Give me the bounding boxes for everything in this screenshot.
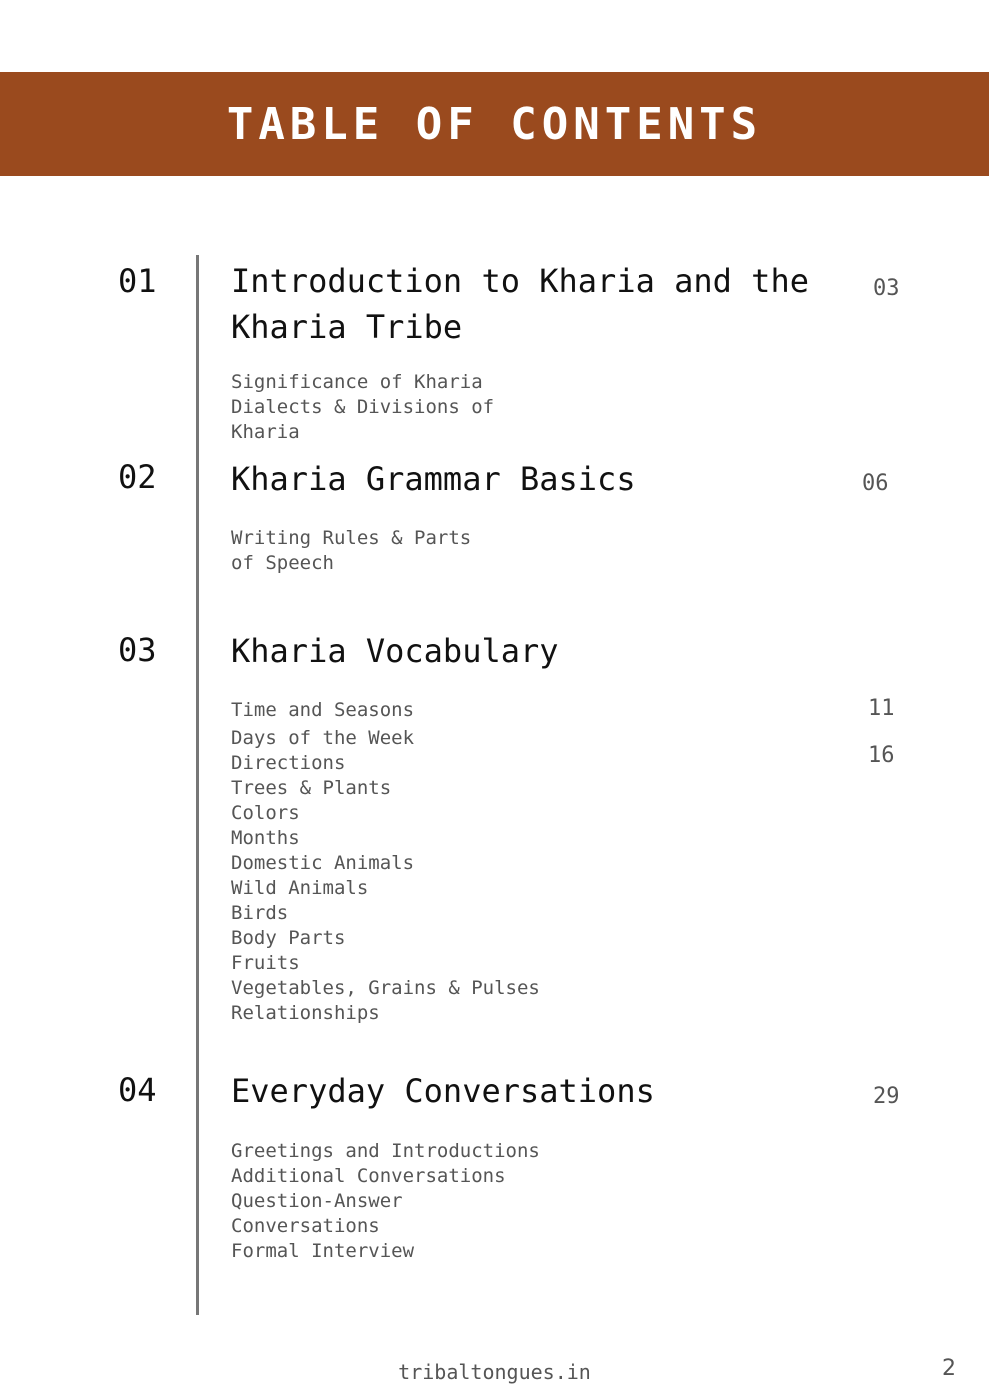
subtopic-item[interactable]: Conversations [231,1215,380,1237]
subtopic-item[interactable]: Relationships [231,1002,380,1024]
subtopic-list [231,370,831,445]
subtopic-list [231,698,831,1026]
footer-page-number: 2 [942,1356,956,1381]
footer-website[interactable]: tribaltongues.in [398,1360,591,1384]
subtopic-item[interactable]: Directions [231,752,346,774]
subtopic-item[interactable]: Dialects & Divisions of [231,396,495,418]
subtopic-item[interactable]: Months [231,827,300,849]
subtopic-item[interactable]: of Speech [231,552,334,574]
subtopic-item[interactable]: Kharia [231,421,300,443]
subtopic-item[interactable]: Formal Interview [231,1240,415,1262]
section-title-line: Kharia Grammar Basics [231,460,636,498]
section-title[interactable] [231,456,851,502]
section-title[interactable] [231,1068,851,1114]
section-number: 01 [118,262,157,300]
page-number[interactable]: 06 [862,471,889,496]
page-number[interactable]: 03 [873,276,900,301]
subtopic-item[interactable]: Domestic Animals [231,852,415,874]
subtopic-item[interactable]: Time and Seasons [231,699,415,721]
section-title[interactable] [231,258,851,350]
subtopic-item[interactable]: Vegetables, Grains & Pulses [231,977,540,999]
subtopic-item[interactable]: Days of the Week [231,727,415,749]
subtopic-item[interactable]: Colors [231,802,300,824]
subtopic-list [231,526,831,576]
section-title[interactable] [231,628,851,674]
section-title-line: Everyday Conversations [231,1072,655,1110]
subtopic-item[interactable]: Significance of Kharia [231,371,483,393]
subtopic-list [231,1139,831,1264]
subtopic-item[interactable]: Birds [231,902,289,924]
subtopic-item[interactable]: Greetings and Introductions [231,1140,540,1162]
section-title-line: Kharia Tribe [231,308,463,346]
subtopic-item[interactable]: Trees & Plants [231,777,392,799]
subtopic-item[interactable]: Writing Rules & Parts [231,527,472,549]
vertical-divider [196,255,199,1315]
title-banner [0,72,989,176]
section-number: 03 [118,631,157,669]
page-title: TABLE OF CONTENTS [226,98,763,150]
section-number: 04 [118,1071,157,1109]
section-title-line: Introduction to Kharia and the [231,262,809,300]
section-number: 02 [118,458,157,496]
page-number[interactable]: 11 [868,696,895,721]
page-number[interactable]: 16 [868,743,895,768]
section-title-line: Kharia Vocabulary [231,632,559,670]
subtopic-item[interactable]: Additional Conversations [231,1165,506,1187]
subtopic-item[interactable]: Wild Animals [231,877,369,899]
subtopic-item[interactable]: Question-Answer [231,1190,403,1212]
subtopic-item[interactable]: Body Parts [231,927,346,949]
subtopic-item[interactable]: Fruits [231,952,300,974]
page-number[interactable]: 29 [873,1084,900,1109]
